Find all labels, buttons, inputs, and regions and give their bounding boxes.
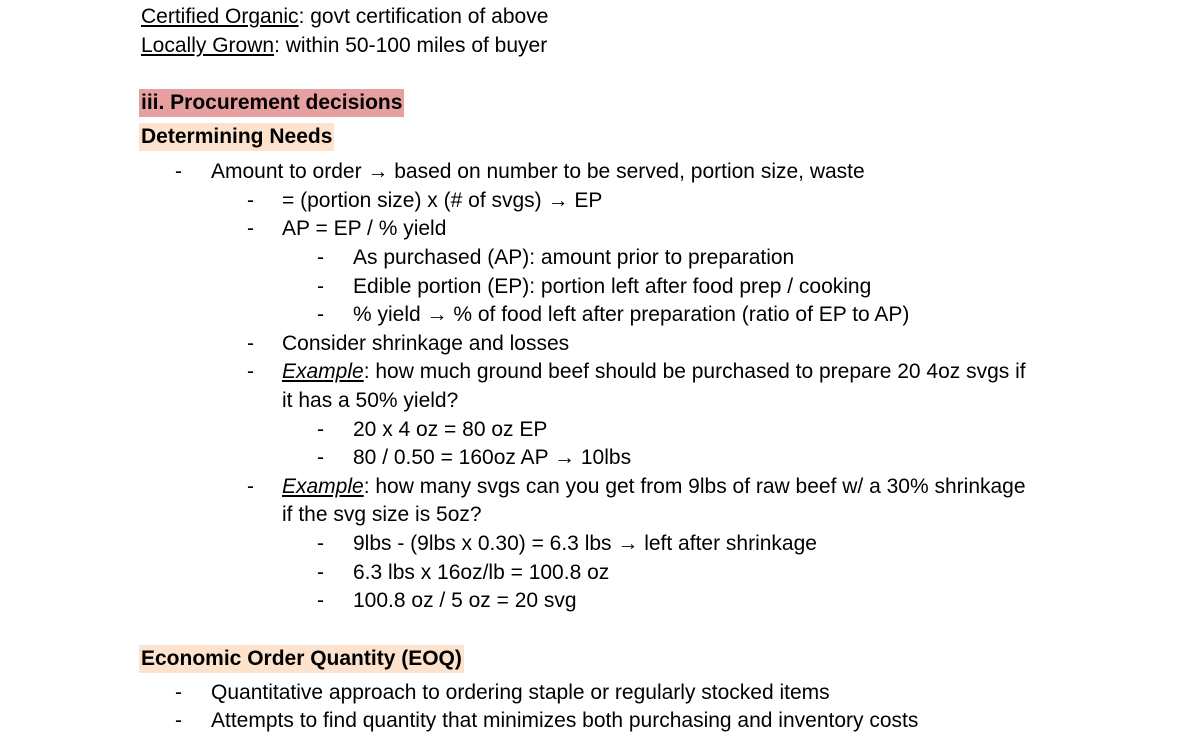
list-item: Edible portion (EP): portion left after food prep / cooking (353, 275, 872, 298)
list-item-continuation: it has a 50% yield? (282, 389, 459, 412)
definition-text: : within 50-100 miles of buyer (274, 34, 548, 57)
list-item: 20 x 4 oz = 80 oz EP (353, 418, 548, 441)
list-item: 9lbs - (9lbs x 0.30) = 6.3 lbs → left after shrinkage (353, 532, 817, 555)
list-item: Quantitative approach to ordering staple or regularly stocked items (211, 681, 830, 704)
list-item-continuation: if the svg size is 5oz? (282, 503, 482, 526)
list-item: % yield → % of food left after preparation (ratio of EP to AP) (353, 303, 910, 326)
section-heading: iii. Procurement decisions (139, 89, 404, 117)
list-bullet-dash: - (175, 681, 182, 704)
list-bullet-dash: - (317, 589, 324, 612)
example-label: Example (282, 475, 364, 498)
list-item: 6.3 lbs x 16oz/lb = 100.8 oz (353, 561, 610, 584)
subheading-eoq: Economic Order Quantity (EOQ) (139, 645, 464, 673)
list-bullet-dash: - (247, 332, 254, 355)
list-bullet-dash: - (317, 246, 324, 269)
list-bullet-dash: - (317, 532, 324, 555)
definition-locally-grown (141, 32, 547, 60)
list-bullet-dash: - (247, 217, 254, 240)
list-item: Amount to order → based on number to be served, portion size, waste (211, 160, 865, 183)
list-bullet-dash: - (317, 561, 324, 584)
subheading-determining-needs: Determining Needs (139, 123, 334, 151)
definition-certified-organic (141, 3, 548, 31)
list-item: 80 / 0.50 = 160oz AP → 10lbs (353, 446, 632, 469)
definition-term: Certified Organic (141, 5, 299, 28)
example-label: Example (282, 360, 364, 383)
list-bullet-dash: - (317, 303, 324, 326)
example-text: : how much ground beef should be purchased to prepare 20 4oz svgs if (363, 360, 1026, 383)
definition-text: : govt certification of above (298, 5, 549, 28)
list-item: Consider shrinkage and losses (282, 332, 570, 355)
list-bullet-dash: - (317, 275, 324, 298)
definition-term: Locally Grown (141, 34, 275, 57)
example-text: : how many svgs can you get from 9lbs of raw beef w/ a 30% shrinkage (363, 475, 1026, 498)
list-item-example-2 (282, 473, 1026, 501)
list-item: As purchased (AP): amount prior to preparation (353, 246, 795, 269)
list-item: AP = EP / % yield (282, 217, 447, 240)
list-bullet-dash: - (317, 418, 324, 441)
list-item-example-1 (282, 358, 1026, 386)
list-item: 100.8 oz / 5 oz = 20 svg (353, 589, 577, 612)
list-bullet-dash: - (247, 189, 254, 212)
list-bullet-dash: - (247, 360, 254, 383)
list-bullet-dash: - (247, 475, 254, 498)
list-bullet-dash: - (317, 446, 324, 469)
list-bullet-dash: - (175, 709, 182, 732)
list-item: = (portion size) x (# of svgs) → EP (282, 189, 603, 212)
list-item: Attempts to find quantity that minimizes both purchasing and inventory costs (211, 709, 919, 732)
list-bullet-dash: - (175, 160, 182, 183)
